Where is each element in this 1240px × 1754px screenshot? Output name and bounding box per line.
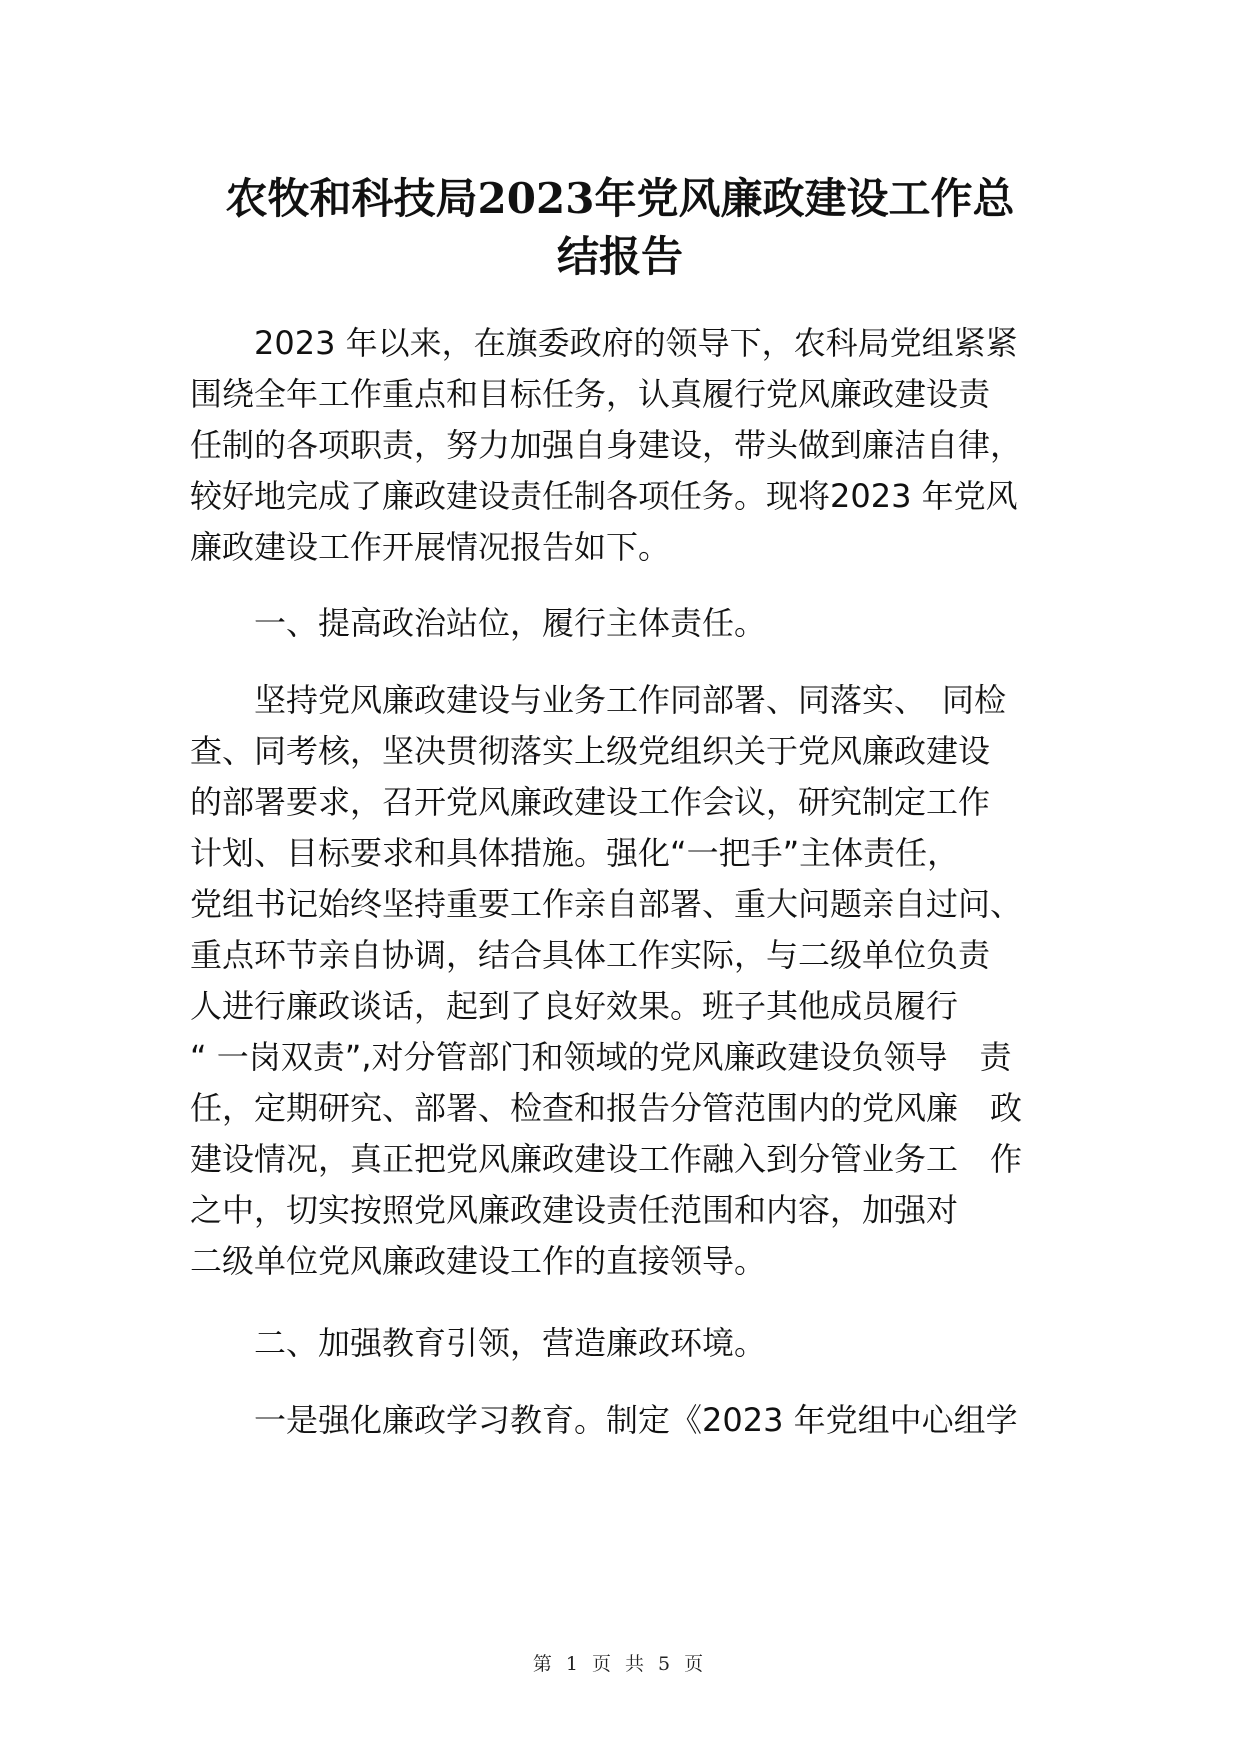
- text-line: 计划、目标要求和具体措施。强化“一把手”主体责任，: [190, 834, 960, 872]
- section-heading-2: [190, 1318, 1090, 1369]
- text-line: 坚持党风廉政建设与业务工作同部署、同落实、 同检: [190, 681, 1007, 719]
- text-line: 2023 年以来，在旗委政府的领导下，农科局党组紧紧: [190, 324, 1018, 362]
- heading-text: 二、加强教育引领，营造廉政环境。: [190, 1324, 767, 1362]
- heading-text: 一、提高政治站位，履行主体责任。: [190, 604, 767, 642]
- section-2-paragraph: [190, 1395, 1090, 1446]
- text-line: “ 一岗双责”,对分管部门和领域的党风廉政建设负领导 责: [190, 1038, 1012, 1076]
- text-line: 之中，切实按照党风廉政建设责任范围和内容，加强对: [190, 1191, 959, 1229]
- text-line: 一是强化廉政学习教育。制定《2023 年党组中心组学: [190, 1401, 1018, 1439]
- text-line: 的部署要求，召开党风廉政建设工作会议，研究制定工作: [190, 783, 991, 821]
- text-line: 廉政建设工作开展情况报告如下。: [190, 528, 671, 566]
- page-number-footer: 第 1 页 共 5 页: [532, 1653, 708, 1675]
- text-line: 围绕全年工作重点和目标任务，认真履行党风廉政建设责: [190, 375, 991, 413]
- intro-paragraph: [190, 318, 1090, 573]
- text-line: 党组书记始终坚持重要工作亲自部署、重大问题亲自过问、: [190, 885, 1023, 923]
- title-line: 结报告: [556, 232, 683, 281]
- text-line: 较好地完成了廉政建设责任制各项任务。现将2023 年党风: [190, 477, 1018, 515]
- text-line: 建设情况，真正把党风廉政建设工作融入到分管业务工 作: [190, 1140, 1023, 1178]
- text-line: 查、同考核，坚决贯彻落实上级党组织关于党风廉政建设: [190, 732, 991, 770]
- title-line: 农牧和科技局2023年党风廉政建设工作总: [225, 174, 1015, 223]
- section-heading-1: [190, 598, 1090, 649]
- text-line: 任制的各项职责，努力加强自身建设，带头做到廉洁自律，: [190, 426, 1023, 464]
- text-line: 人进行廉政谈话，起到了良好效果。班子其他成员履行: [190, 987, 959, 1025]
- section-1-paragraph: [190, 675, 1090, 1287]
- text-line: 重点环节亲自协调，结合具体工作实际，与二级单位负责: [190, 936, 991, 974]
- text-line: 二级单位党风廉政建设工作的直接领导。: [190, 1242, 767, 1280]
- document-title: [150, 170, 1090, 286]
- text-line: 任，定期研究、部署、检查和报告分管范围内的党风廉 政: [190, 1089, 1023, 1127]
